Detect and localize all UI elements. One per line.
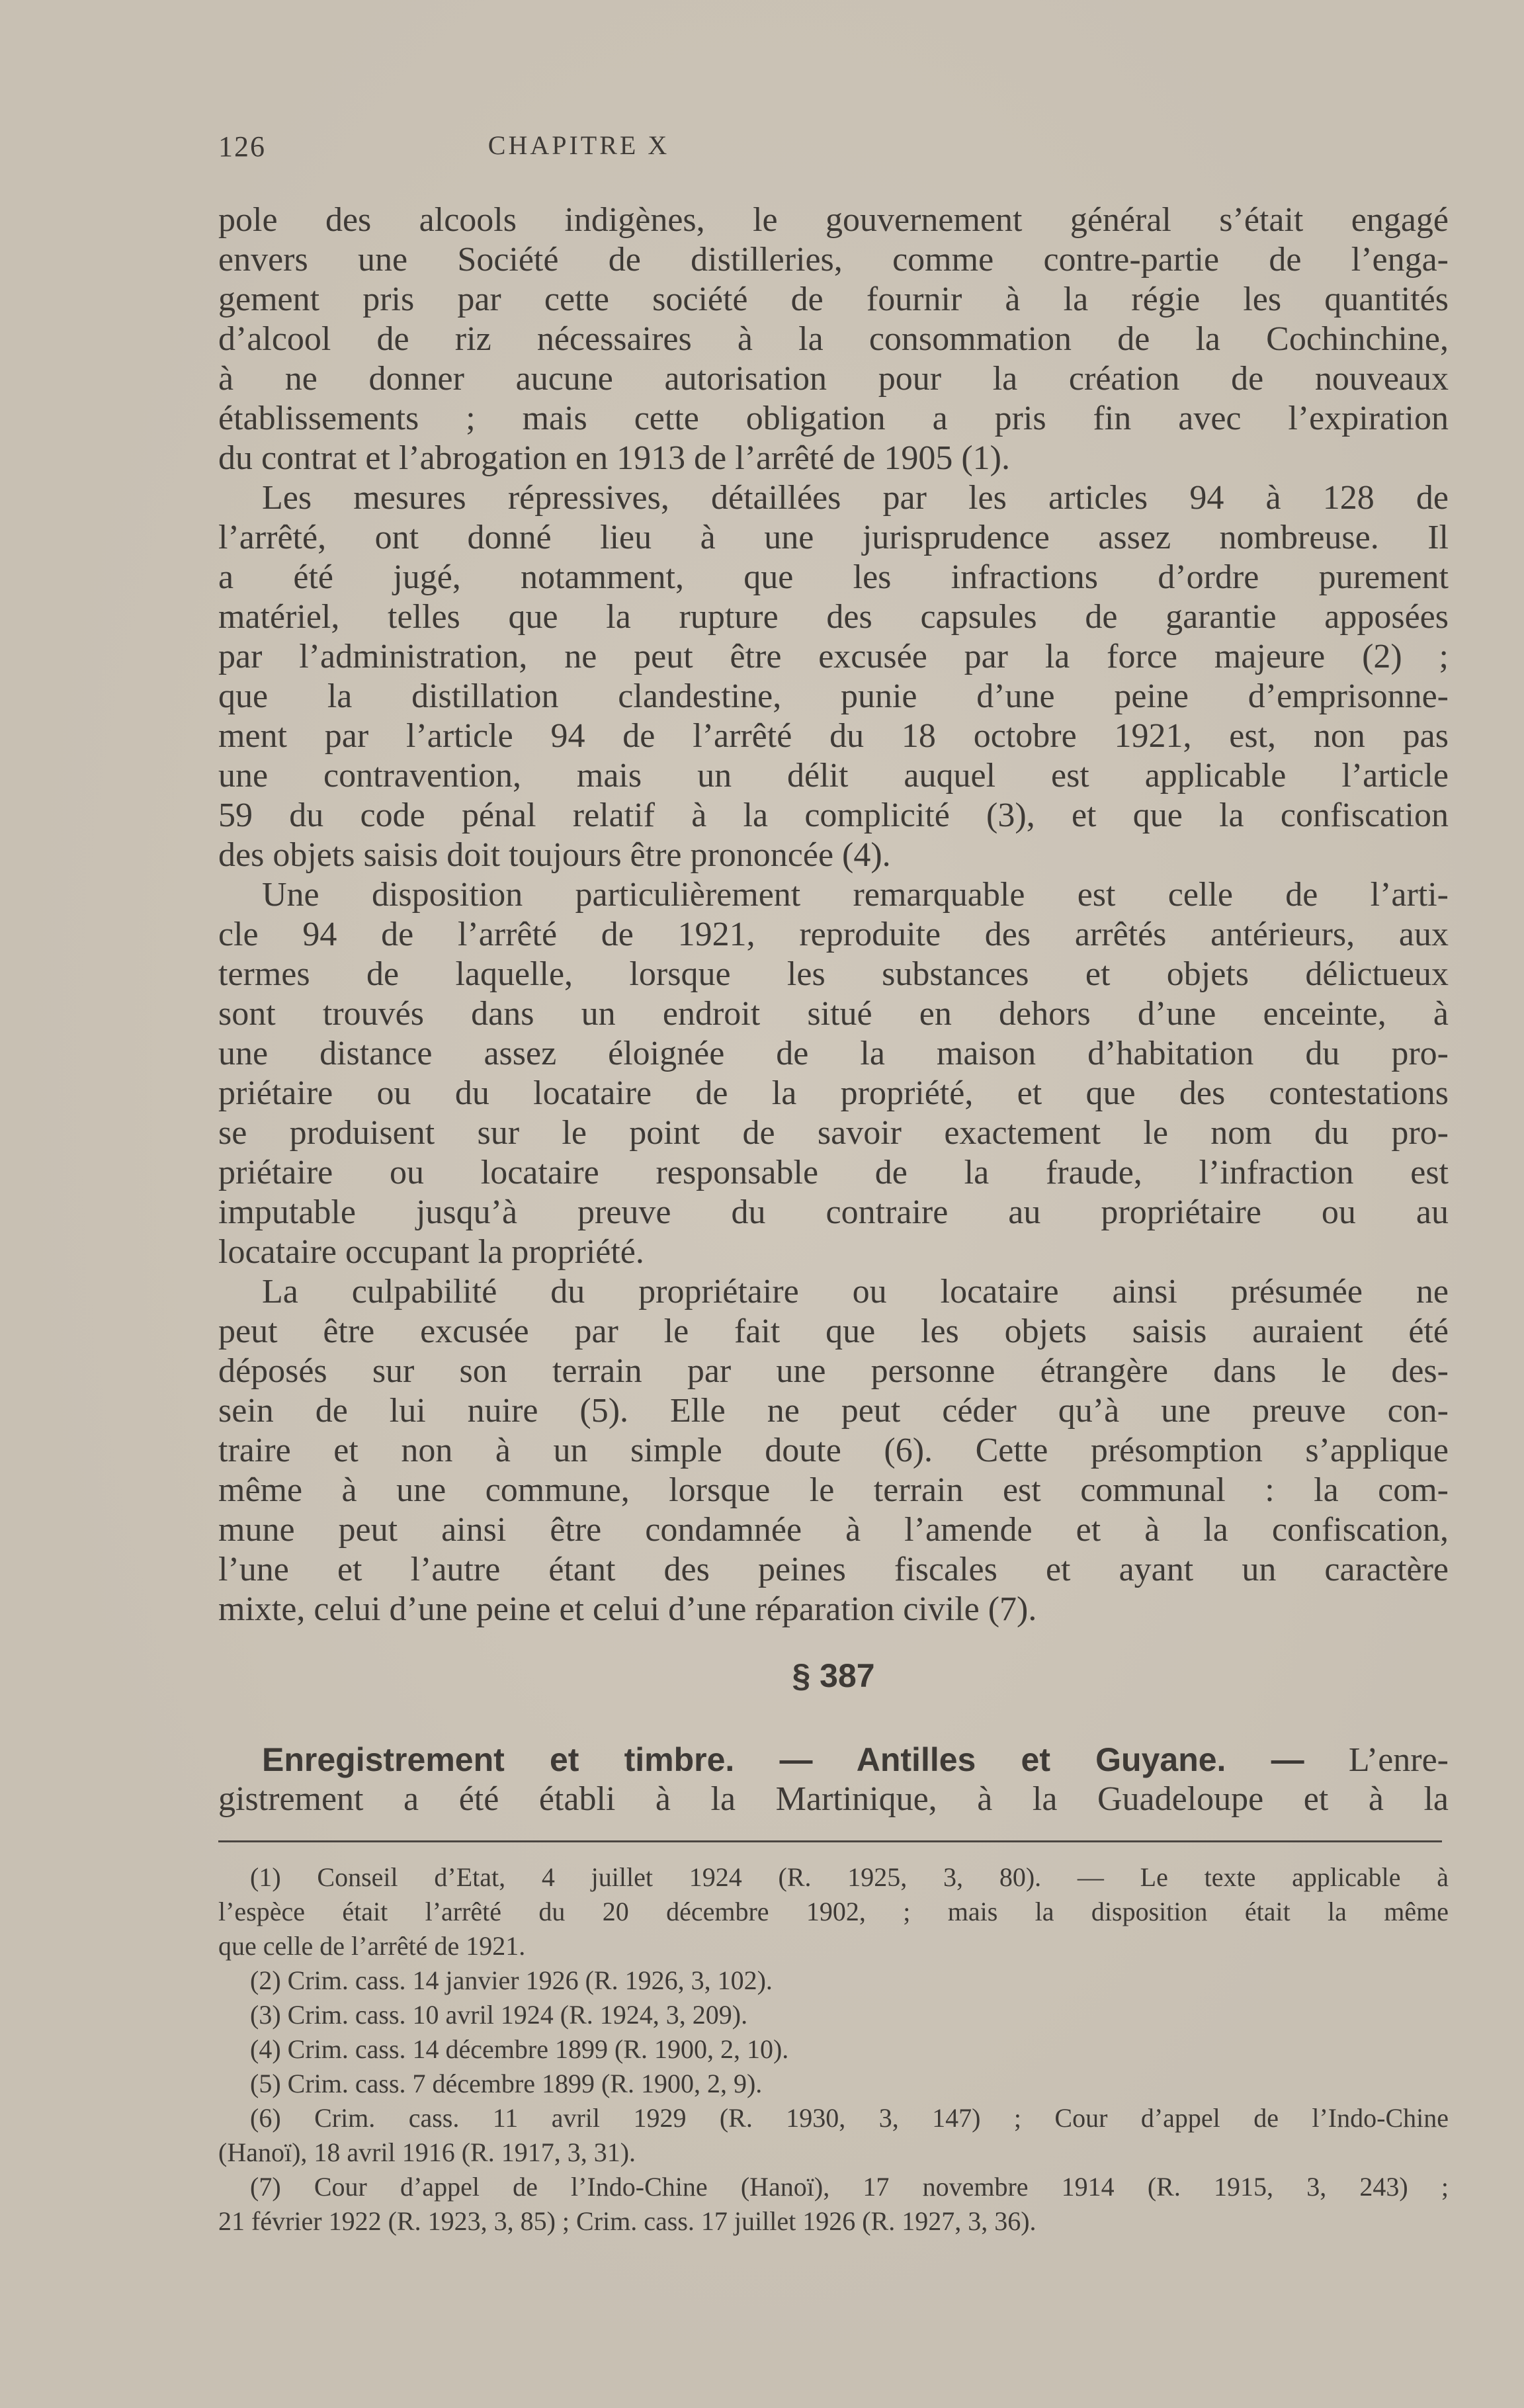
text-line: envers une Société de distilleries, comme contre-partie de l’enga- bbox=[218, 241, 1449, 279]
footnote-line: 21 février 1922 (R. 1923, 3, 85) ; Crim. cass. 17 juillet 1926 (R. 1927, 3, 36). bbox=[218, 2206, 1037, 2236]
page-number: 126 bbox=[218, 130, 266, 163]
section-heading-bold: Enregistrement et timbre. — Antilles et Guyane. — bbox=[262, 1741, 1304, 1778]
text-line: peut être excusée par le fait que les objets saisis auraient été bbox=[218, 1312, 1449, 1350]
text-line: une contravention, mais un délit auquel est applicable l’article bbox=[218, 757, 1449, 795]
text-line: gistrement a été établi à la Martinique, à la Guadeloupe et à la bbox=[218, 1780, 1449, 1818]
text-line: déposés sur son terrain par une personne étrangère dans le des- bbox=[218, 1352, 1449, 1390]
text-line: que la distillation clandestine, punie d’une peine d’emprisonne- bbox=[218, 677, 1449, 715]
text-line: se produisent sur le point de savoir exactement le nom du pro- bbox=[218, 1114, 1449, 1152]
text-line: sont trouvés dans un endroit situé en dehors d’une enceinte, à bbox=[218, 995, 1449, 1033]
footnote-line: (1) Conseil d’Etat, 4 juillet 1924 (R. 1925, 3, 80). — Le texte applicable à bbox=[250, 1862, 1449, 1892]
footnote bbox=[218, 1860, 1449, 1963]
text-line: La culpabilité du propriétaire ou locataire ainsi présumée ne bbox=[262, 1273, 1449, 1311]
text-line: priétaire ou locataire responsable de la fraude, l’infraction est bbox=[218, 1154, 1449, 1191]
body-text bbox=[218, 200, 1449, 1629]
text-line: du contrat et l’abrogation en 1913 de l’arrêté de 1905 (1). bbox=[218, 439, 1010, 477]
footnote bbox=[218, 2101, 1449, 2170]
footnote bbox=[218, 2032, 1449, 2067]
text-line: Les mesures répressives, détaillées par les articles 94 à 128 de bbox=[262, 479, 1449, 517]
section-number: § 387 bbox=[792, 1657, 875, 1694]
text-line: même à une commune, lorsque le terrain est communal : la com- bbox=[218, 1471, 1449, 1509]
paragraph bbox=[218, 200, 1449, 478]
text-line: à ne donner aucune autorisation pour la création de nouveaux bbox=[218, 360, 1449, 398]
text-line: d’alcool de riz nécessaires à la consommation de la Cochinchine, bbox=[218, 320, 1449, 358]
footnotes bbox=[218, 1860, 1449, 2239]
text-line: pole des alcools indigènes, le gouvernement général s’était engagé bbox=[218, 201, 1449, 239]
footnote-line: l’espèce était l’arrêté du 20 décembre 1902, ; mais la disposition était la même bbox=[218, 1897, 1449, 1926]
text-line: ment par l’article 94 de l’arrêté du 18 octobre 1921, est, non pas bbox=[218, 717, 1449, 755]
paragraph bbox=[218, 1272, 1449, 1629]
section-heading bbox=[218, 1740, 1449, 1819]
text-line: priétaire ou du locataire de la propriété, et que des contestations bbox=[218, 1074, 1449, 1112]
text-line: des objets saisis doit toujours être prononcée (4). bbox=[218, 836, 891, 874]
footnote-line: (2) Crim. cass. 14 janvier 1926 (R. 1926, 3, 102). bbox=[250, 1965, 773, 1995]
text-line: 59 du code pénal relatif à la complicité (3), et que la confiscation bbox=[218, 796, 1449, 834]
text-line: l’arrêté, ont donné lieu à une jurisprudence assez nombreuse. Il bbox=[218, 519, 1449, 556]
text-line: imputable jusqu’à preuve du contraire au propriétaire ou au bbox=[218, 1193, 1449, 1231]
text-line: traire et non à un simple doute (6). Cette présomption s’applique bbox=[218, 1432, 1449, 1469]
text-line: Une disposition particulièrement remarquable est celle de l’arti- bbox=[262, 876, 1449, 914]
paragraph bbox=[218, 875, 1449, 1272]
running-head bbox=[218, 130, 939, 169]
footnote-line: que celle de l’arrêté de 1921. bbox=[218, 1931, 526, 1961]
footnote bbox=[218, 1998, 1449, 2032]
footnote-line: (5) Crim. cass. 7 décembre 1899 (R. 1900, 2, 9). bbox=[250, 2069, 763, 2098]
footnote-line: (4) Crim. cass. 14 décembre 1899 (R. 1900, 2, 10). bbox=[250, 2034, 789, 2064]
paragraph bbox=[218, 478, 1449, 875]
footnote-line: (Hanoï), 18 avril 1916 (R. 1917, 3, 31). bbox=[218, 2137, 636, 2167]
text-line: a été jugé, notamment, que les infractions d’ordre purement bbox=[218, 558, 1449, 596]
footnote-line: (7) Cour d’appel de l’Indo-Chine (Hanoï), 17 novembre 1914 (R. 1915, 3, 243) ; bbox=[250, 2172, 1449, 2202]
footnote bbox=[218, 2170, 1449, 2239]
section-heading-rest: L’enre- bbox=[1304, 1741, 1449, 1779]
text-line: sein de lui nuire (5). Elle ne peut céder qu’à une preuve con- bbox=[218, 1392, 1449, 1430]
text-line: cle 94 de l’arrêté de 1921, reproduite des arrêtés antérieurs, aux bbox=[218, 916, 1449, 953]
section-heading-line bbox=[218, 1740, 1449, 1780]
text-line: termes de laquelle, lorsque les substances et objets délictueux bbox=[218, 955, 1449, 993]
text-line: mixte, celui d’une peine et celui d’une réparation civile (7). bbox=[218, 1590, 1037, 1628]
footnote-line: (3) Crim. cass. 10 avril 1924 (R. 1924, 3, 209). bbox=[250, 2000, 748, 2030]
footnote-rule bbox=[218, 1840, 1442, 1842]
text-line: gement pris par cette société de fournir à la régie les quantités bbox=[218, 280, 1449, 318]
footnote bbox=[218, 2067, 1449, 2101]
footnote-line: (6) Crim. cass. 11 avril 1929 (R. 1930, 3, 147) ; Cour d’appel de l’Indo-Chine bbox=[250, 2103, 1449, 2133]
footnote bbox=[218, 1963, 1449, 1998]
chapter-title: CHAPITRE X bbox=[487, 130, 670, 160]
text-line: une distance assez éloignée de la maison d’habitation du pro- bbox=[218, 1035, 1449, 1072]
text-line: établissements ; mais cette obligation a pris fin avec l’expiration bbox=[218, 400, 1449, 437]
text-line: mune peut ainsi être condamnée à l’amende et à la confiscation, bbox=[218, 1511, 1449, 1549]
text-line: par l’administration, ne peut être excusée par la force majeure (2) ; bbox=[218, 638, 1449, 675]
text-line: locataire occupant la propriété. bbox=[218, 1233, 644, 1271]
text-line: l’une et l’autre étant des peines fiscales et ayant un caractère bbox=[218, 1551, 1449, 1588]
text-line: matériel, telles que la rupture des capsules de garantie apposées bbox=[218, 598, 1449, 636]
